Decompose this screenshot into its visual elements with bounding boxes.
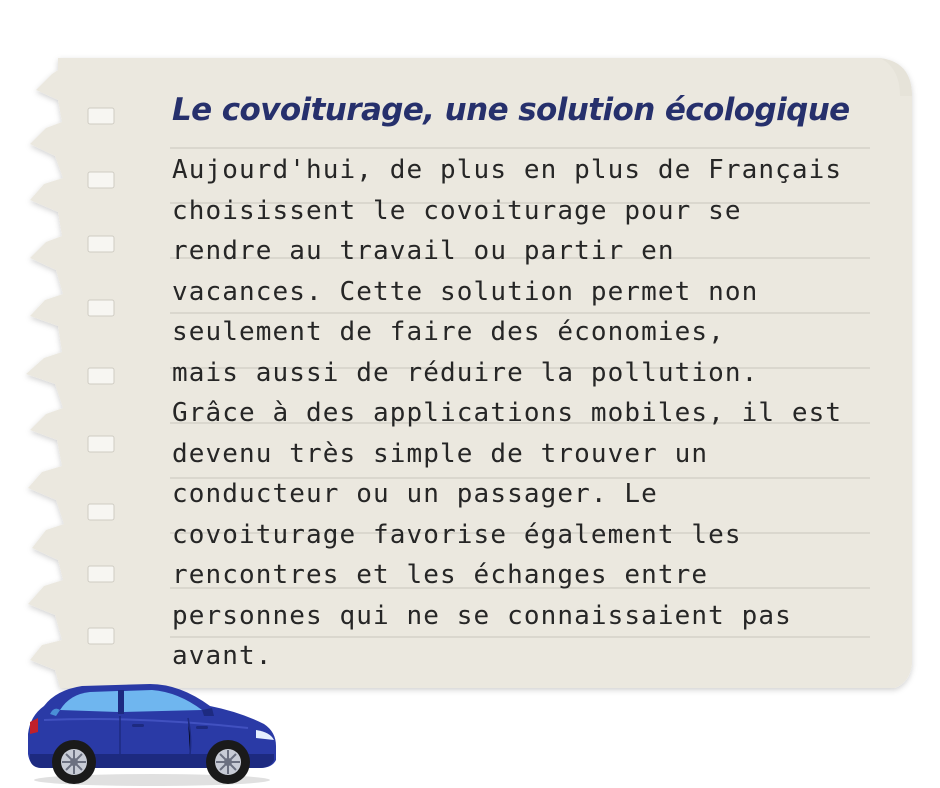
note-line: Grâce à des applications mobiles, il est	[172, 398, 843, 428]
note-line: vacances. Cette solution permet non	[172, 276, 759, 307]
note-line: rencontres et les échanges entre	[172, 560, 709, 590]
car-icon	[20, 676, 282, 788]
note-line: devenu très simple de trouver un	[172, 438, 709, 469]
note-body	[172, 150, 842, 677]
note-title: Le covoiturage, une solution écologique	[172, 92, 850, 128]
note-line: covoiturage favorise également les	[172, 519, 742, 550]
note-line: seulement de faire des économies,	[172, 317, 725, 347]
note-line: personnes qui ne se connaissaient pas	[172, 600, 792, 631]
note-line: conducteur ou un passager. Le	[172, 479, 658, 509]
note-line: avant.	[172, 641, 273, 671]
note-line: choisissent le covoiturage pour se	[172, 195, 742, 226]
note-line: Aujourd'hui, de plus en plus de Français	[172, 155, 843, 185]
note-line: mais aussi de réduire la pollution.	[172, 357, 759, 388]
note-line: rendre au travail ou partir en	[172, 236, 675, 266]
